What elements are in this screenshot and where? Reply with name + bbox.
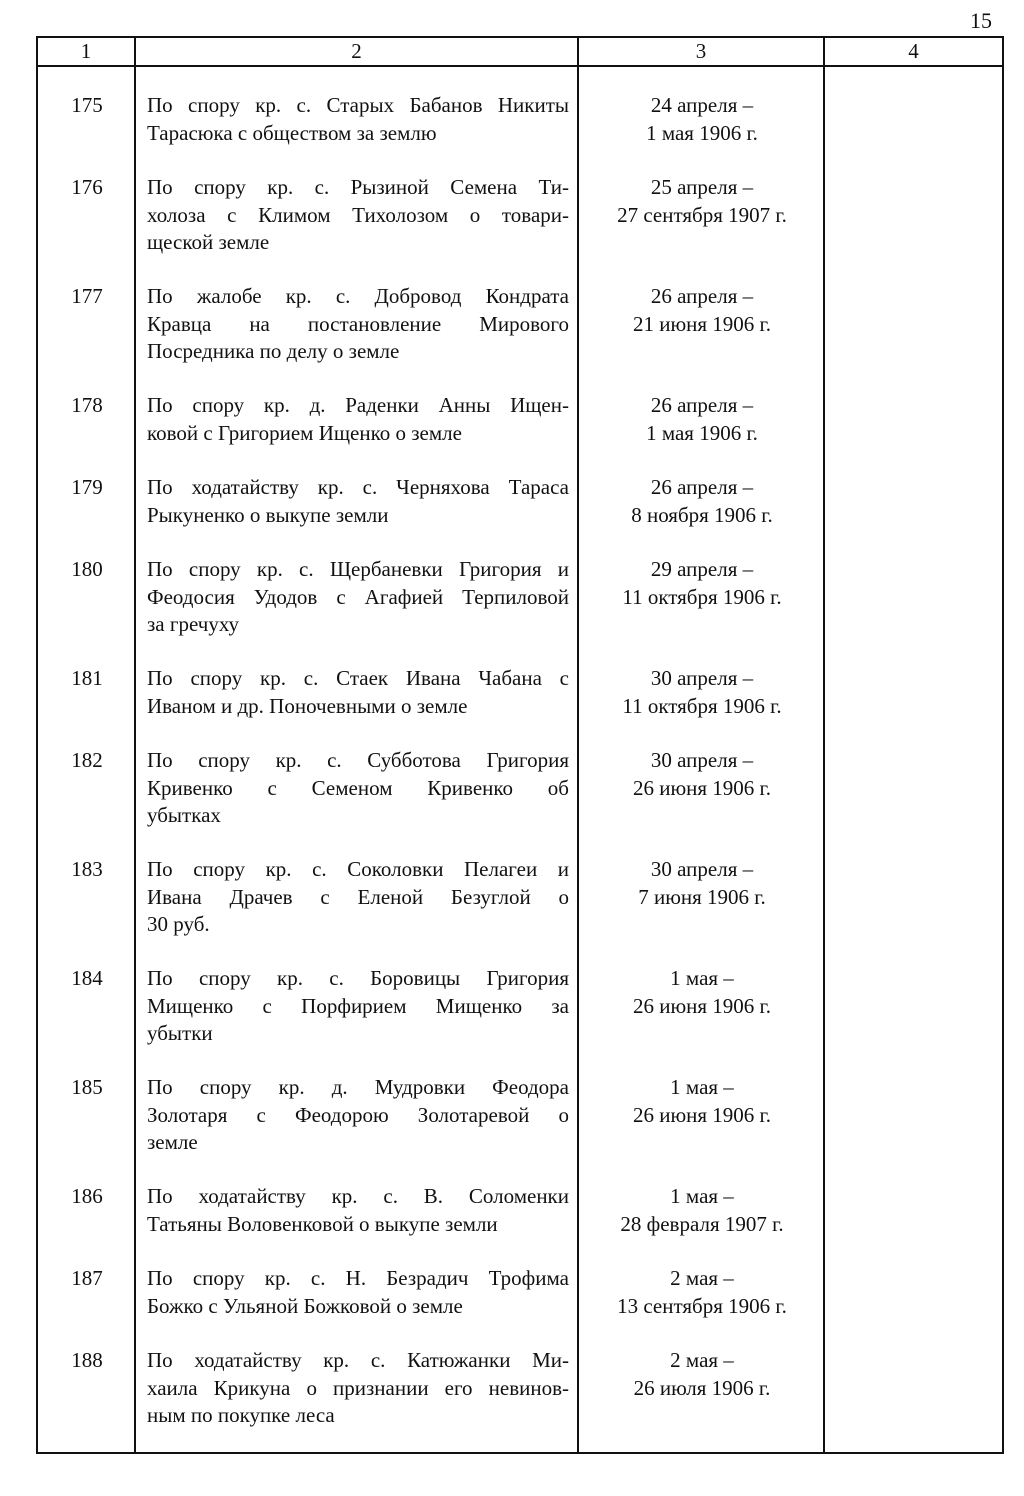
date-line: 26 апреля – — [650, 475, 754, 499]
description-line: ным по покупке леса — [147, 1403, 335, 1427]
row-number: 187 — [71, 1266, 103, 1290]
column-header-2: 2 — [351, 39, 362, 63]
date-line: 27 сентября 1907 г. — [617, 202, 787, 227]
row-number: 188 — [71, 1348, 103, 1372]
row-note — [825, 556, 1002, 639]
date-line: 24 апреля – — [650, 93, 754, 117]
date-line: 1 мая 1906 г. — [646, 420, 758, 445]
table-row — [38, 1347, 1002, 1430]
description-line: По спору кр. с. Н. Безрадич Трофима — [147, 1266, 569, 1290]
row-description — [136, 174, 579, 257]
row-note — [825, 1074, 1002, 1157]
row-number: 186 — [71, 1184, 103, 1208]
header-divider — [38, 65, 1002, 67]
row-number: 175 — [71, 93, 103, 117]
row-note — [825, 1183, 1002, 1238]
column-header-3: 3 — [695, 39, 707, 63]
date-line: 30 апреля – — [650, 666, 754, 690]
row-description — [136, 856, 579, 939]
description-line: По спору кр. с. Соколовки Пелагеи и — [147, 857, 569, 881]
row-date-range — [579, 1183, 825, 1238]
table-row — [38, 1265, 1002, 1320]
description-line: По ходатайству кр. с. В. Соломенки — [147, 1184, 569, 1208]
date-line: 29 апреля – — [650, 557, 754, 581]
row-date-range — [579, 283, 825, 366]
table-row — [38, 1074, 1002, 1157]
description-line: Золотаря с Феодорою Золотаревой о — [147, 1102, 569, 1127]
row-note — [825, 174, 1002, 257]
row-number: 177 — [71, 284, 103, 308]
description-line: 30 руб. — [147, 912, 210, 936]
date-line: 30 апреля – — [650, 748, 754, 772]
description-line: Кравца на постановление Мирового — [147, 311, 569, 336]
description-line: По спору кр. д. Раденки Анны Ищен- — [147, 393, 569, 417]
date-line: 26 апреля – — [650, 284, 754, 308]
description-line: Иваном и др. Поночевными о земле — [147, 693, 468, 718]
row-number: 184 — [71, 966, 103, 990]
row-number: 176 — [71, 175, 103, 199]
description-line: По спору кр. с. Субботова Григория — [147, 748, 569, 772]
row-note — [825, 283, 1002, 366]
table-row — [38, 92, 1002, 147]
date-line: 13 сентября 1906 г. — [617, 1293, 787, 1318]
row-date-range — [579, 856, 825, 939]
row-note — [825, 392, 1002, 447]
description-line: Тарасюка с обществом за землю — [147, 120, 437, 145]
date-line: 26 апреля – — [650, 393, 754, 417]
row-note — [825, 1347, 1002, 1430]
date-line: 28 февраля 1907 г. — [620, 1211, 784, 1236]
description-line: убытки — [147, 1021, 213, 1045]
description-line: По спору кр. с. Стаек Ивана Чабана с — [147, 666, 569, 690]
row-number: 180 — [71, 557, 103, 581]
description-line: убытках — [147, 803, 221, 827]
row-description — [136, 392, 579, 447]
date-line: 2 мая – — [670, 1266, 734, 1290]
column-header-1: 1 — [80, 39, 92, 63]
row-date-range — [579, 92, 825, 147]
date-line: 26 июня 1906 г. — [632, 1102, 772, 1127]
row-date-range — [579, 747, 825, 830]
description-line: По спору кр. д. Мудровки Феодора — [147, 1075, 569, 1099]
description-line: хаила Крикуна о признании его невинов- — [147, 1375, 569, 1400]
row-date-range — [579, 474, 825, 529]
description-line: По спору кр. с. Щербаневки Григория и — [147, 557, 569, 581]
table-row — [38, 474, 1002, 529]
description-line: Мищенко с Порфирием Мищенко за — [147, 993, 569, 1018]
row-date-range — [579, 556, 825, 639]
row-date-range — [579, 174, 825, 257]
description-line: Рыкуненко о выкупе земли — [147, 502, 389, 527]
row-number: 181 — [71, 666, 103, 690]
row-note — [825, 665, 1002, 720]
description-line: По спору кр. с. Старых Бабанов Никиты — [147, 93, 569, 117]
row-note — [825, 474, 1002, 529]
row-description — [136, 556, 579, 639]
description-line: ковой с Григорием Ищенко о земле — [147, 420, 462, 445]
description-line: По спору кр. с. Боровицы Григория — [147, 966, 569, 990]
date-line: 7 июня 1906 г. — [638, 884, 766, 909]
description-line: за гречуху — [147, 612, 240, 636]
description-line: земле — [147, 1130, 198, 1154]
date-line: 8 ноября 1906 г. — [631, 502, 773, 527]
table-row — [38, 283, 1002, 366]
column-header-4: 4 — [908, 39, 919, 63]
table-row — [38, 174, 1002, 257]
description-line: По ходатайству кр. с. Катюжанки Ми- — [147, 1348, 569, 1372]
row-description — [136, 665, 579, 720]
description-line: Татьяны Воловенковой о выкупе земли — [147, 1211, 498, 1236]
date-line: 26 июня 1906 г. — [632, 993, 772, 1018]
row-description — [136, 1347, 579, 1430]
row-date-range — [579, 1265, 825, 1320]
row-description — [136, 1183, 579, 1238]
row-date-range — [579, 1074, 825, 1157]
row-note — [825, 1265, 1002, 1320]
register-table — [36, 36, 1004, 1454]
row-description — [136, 92, 579, 147]
description-line: Феодосия Удодов с Агафией Терпиловой — [147, 584, 569, 609]
description-line: По жалобе кр. с. Добровод Кондрата — [147, 284, 569, 308]
description-line: Божко с Ульяной Божковой о земле — [147, 1293, 463, 1318]
row-date-range — [579, 665, 825, 720]
description-line: По спору кр. с. Рызиной Семена Ти- — [147, 175, 569, 199]
row-description — [136, 283, 579, 366]
date-line: 1 мая – — [670, 966, 734, 990]
row-date-range — [579, 392, 825, 447]
row-description — [136, 1074, 579, 1157]
description-line: щеской земле — [147, 230, 270, 254]
description-line: Кривенко с Семеном Кривенко об — [147, 775, 569, 800]
row-description — [136, 747, 579, 830]
table-row — [38, 665, 1002, 720]
page-number: 15 — [970, 8, 992, 33]
row-date-range — [579, 965, 825, 1048]
table-row — [38, 556, 1002, 639]
date-line: 25 апреля – — [650, 175, 754, 199]
description-line: По ходатайству кр. с. Черняхова Тараса — [147, 475, 569, 499]
date-line: 26 июня 1906 г. — [632, 775, 772, 800]
row-note — [825, 856, 1002, 939]
description-line: Посредника по делу о земле — [147, 339, 400, 363]
table-row — [38, 1183, 1002, 1238]
row-note — [825, 92, 1002, 147]
date-line: 1 мая – — [670, 1075, 734, 1099]
date-line: 1 мая 1906 г. — [646, 120, 758, 145]
date-line: 30 апреля – — [650, 857, 754, 881]
row-number: 182 — [71, 748, 103, 772]
row-number: 178 — [71, 393, 103, 417]
table-row — [38, 856, 1002, 939]
row-date-range — [579, 1347, 825, 1430]
row-number: 183 — [71, 857, 103, 881]
table-row — [38, 965, 1002, 1048]
description-line: Ивана Драчев с Еленой Безуглой о — [147, 884, 569, 909]
table-row — [38, 747, 1002, 830]
date-line: 26 июля 1906 г. — [633, 1375, 771, 1400]
row-note — [825, 747, 1002, 830]
date-line: 1 мая – — [670, 1184, 734, 1208]
row-note — [825, 965, 1002, 1048]
description-line: холоза с Климом Тихолозом о товари- — [147, 202, 569, 227]
date-line: 11 октября 1906 г. — [622, 584, 782, 609]
date-line: 2 мая – — [670, 1348, 734, 1372]
row-number: 179 — [71, 475, 103, 499]
row-description — [136, 474, 579, 529]
date-line: 11 октября 1906 г. — [622, 693, 782, 718]
table-row — [38, 392, 1002, 447]
row-description — [136, 965, 579, 1048]
row-number: 185 — [71, 1075, 103, 1099]
row-description — [136, 1265, 579, 1320]
date-line: 21 июня 1906 г. — [632, 311, 772, 336]
